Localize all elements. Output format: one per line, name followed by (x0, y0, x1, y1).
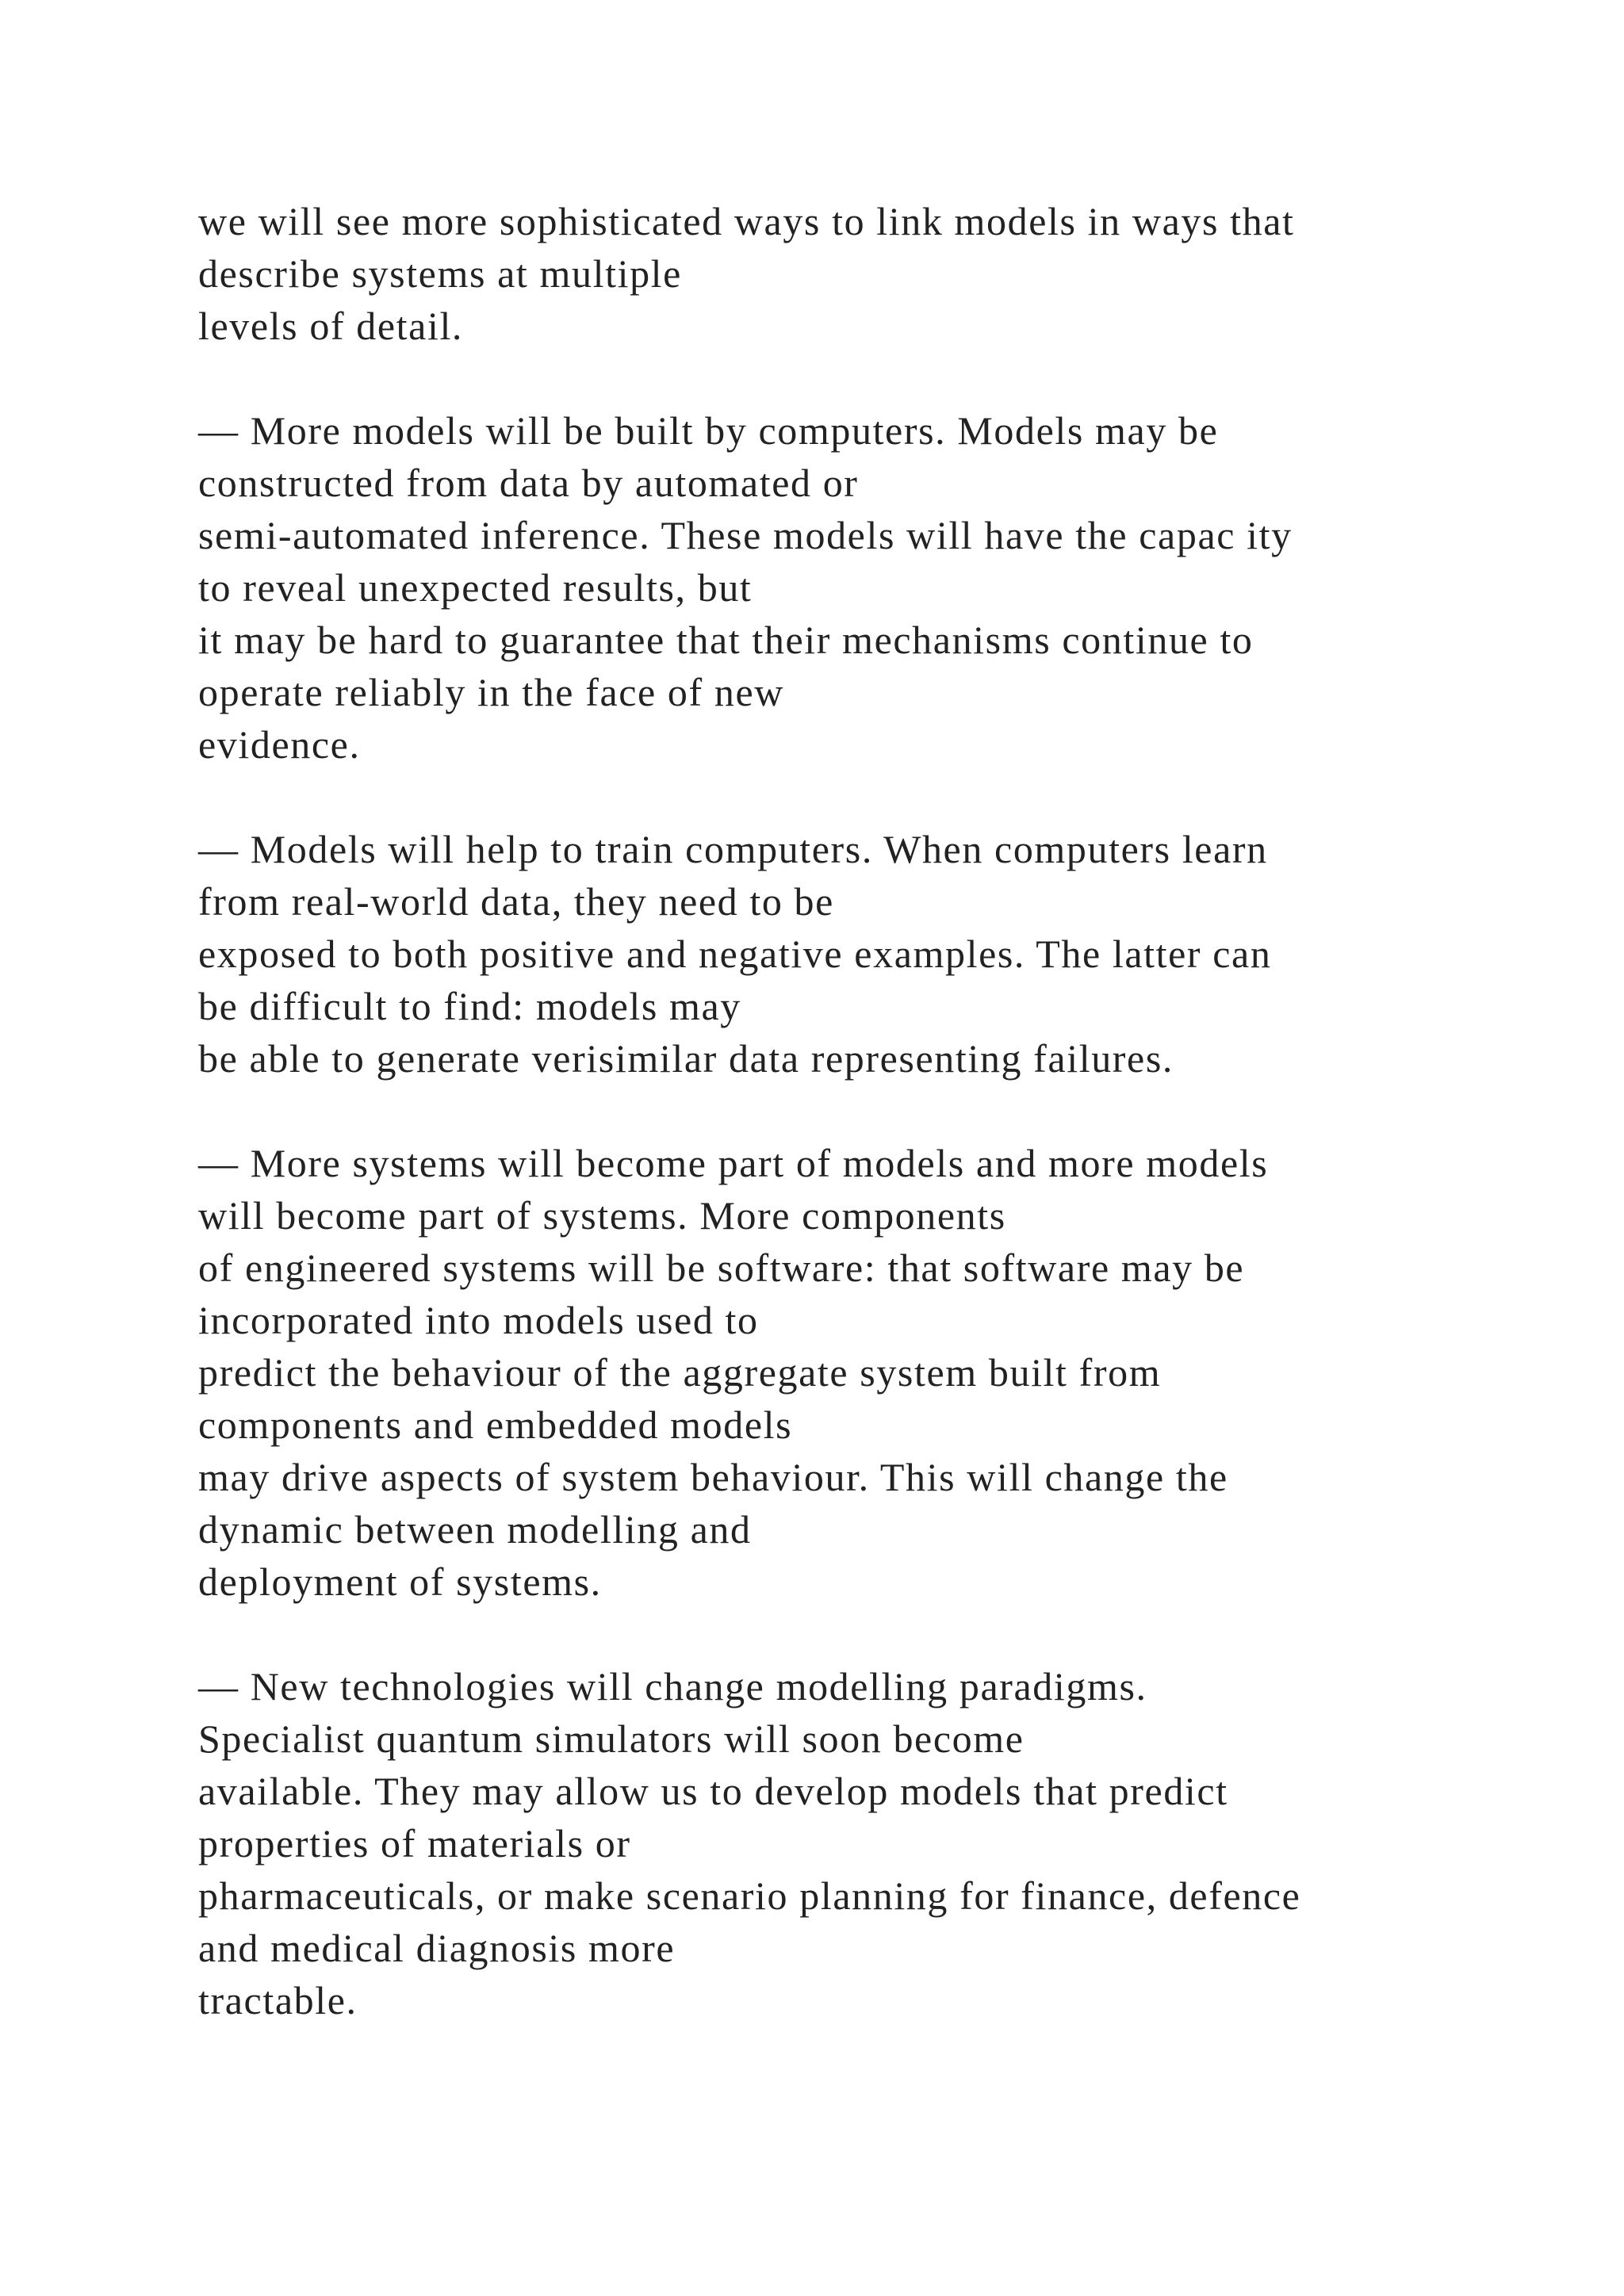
text-line: semi-automated inference. These models will have the capac ity (198, 513, 1293, 557)
paragraph-multilevel-models (198, 195, 1515, 352)
text-line: may drive aspects of system behaviour. This will change the (198, 1455, 1228, 1499)
paragraph-systems-and-models (198, 1137, 1515, 1608)
paragraph-models-built-by-computers (198, 404, 1515, 771)
text-line: predict the behaviour of the aggregate system built from (198, 1350, 1162, 1395)
paragraph-models-train-computers (198, 823, 1515, 1085)
text-line: — More systems will become part of models and more models (198, 1141, 1269, 1185)
document-body (198, 195, 1515, 2079)
text-line: Specialist quantum simulators will soon become (198, 1716, 1025, 1761)
text-line: and medical diagnosis more (198, 1926, 676, 1970)
text-line: dynamic between modelling and (198, 1507, 752, 1552)
text-line: levels of detail. (198, 304, 464, 348)
text-line: — Models will help to train computers. When computers learn (198, 827, 1268, 871)
text-line: constructed from data by automated or (198, 461, 859, 505)
text-line: properties of materials or (198, 1821, 631, 1866)
text-line: operate reliably in the face of new (198, 670, 784, 714)
text-line: evidence. (198, 722, 361, 767)
text-line: be difficult to find: models may (198, 984, 741, 1028)
text-line: exposed to both positive and negative examples. The latter can (198, 932, 1272, 976)
text-line: deployment of systems. (198, 1559, 602, 1604)
paragraph-new-technologies (198, 1660, 1515, 2026)
text-line: from real-world data, they need to be (198, 879, 834, 924)
text-line: to reveal unexpected results, but (198, 565, 753, 610)
text-line: — New technologies will change modelling paradigms. (198, 1664, 1147, 1709)
text-line: of engineered systems will be software: that software may be (198, 1246, 1245, 1290)
text-line: we will see more sophisticated ways to link models in ways that (198, 199, 1295, 243)
text-line: incorporated into models used to (198, 1298, 759, 1342)
text-line: be able to generate verisimilar data representing failures. (198, 1036, 1174, 1081)
text-line: components and embedded models (198, 1402, 793, 1447)
text-line: it may be hard to guarantee that their mechanisms continue to (198, 618, 1254, 662)
text-line: describe systems at multiple (198, 251, 682, 296)
text-line: available. They may allow us to develop models that predict (198, 1769, 1228, 1813)
text-line: — More models will be built by computers. Models may be (198, 408, 1219, 453)
text-line: will become part of systems. More components (198, 1193, 1006, 1238)
text-line: pharmaceuticals, or make scenario planning for finance, defence (198, 1873, 1301, 1918)
text-line: tractable. (198, 1978, 358, 2022)
